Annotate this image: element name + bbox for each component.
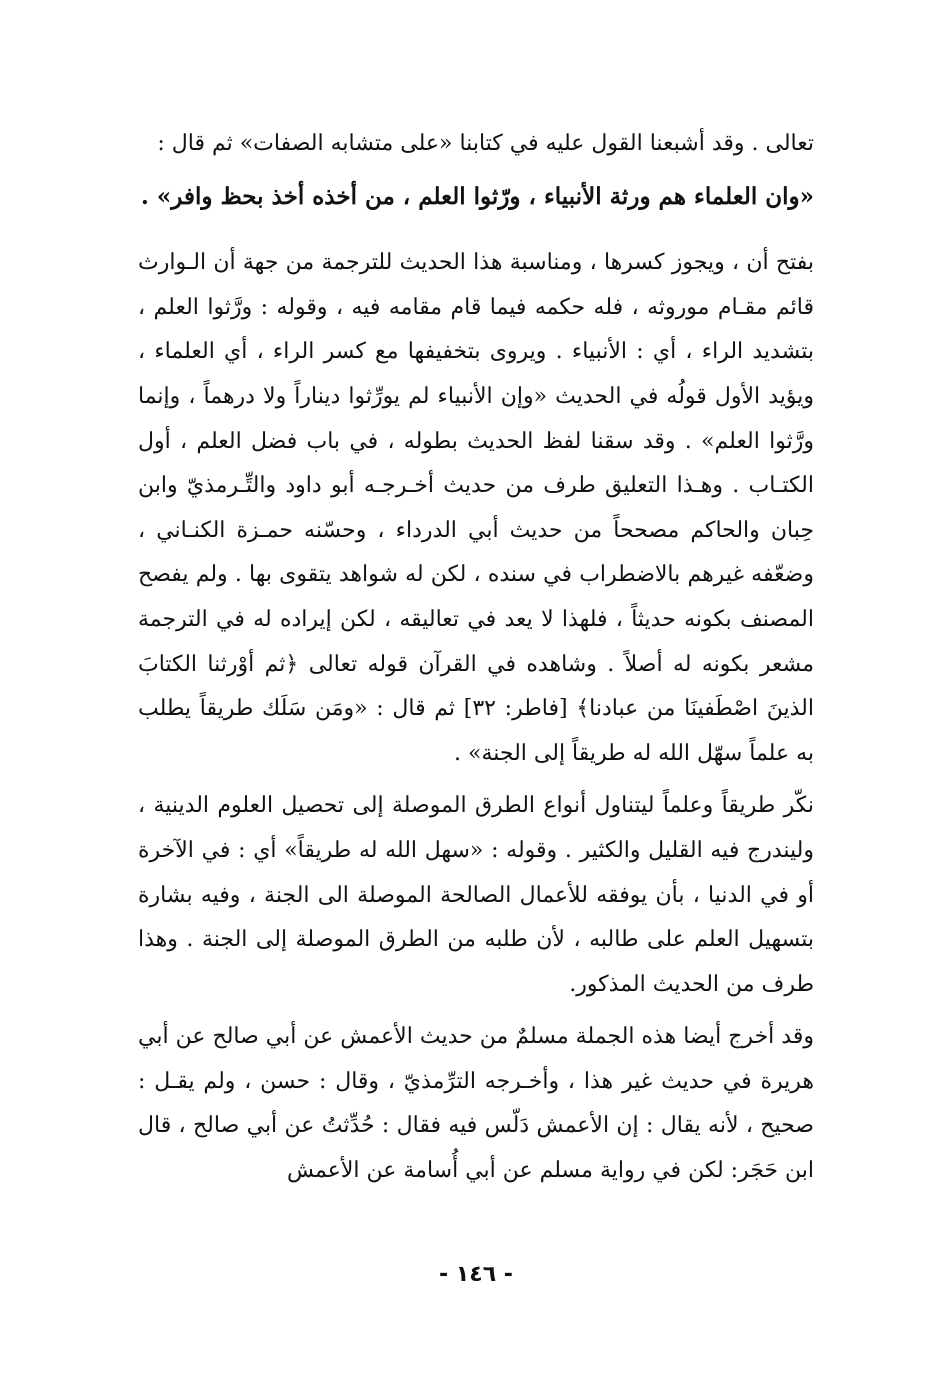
spacer (138, 167, 814, 175)
paragraph-explanation: نكّر طريقاً وعلماً ليتناول أنواع الطرق الموصلة إلى تحصيل العلوم الدينية ، وليندرج فيه القليل والكثير . وقوله : «سهل الله له طريقاً» أي : في الآخرة أو في الدنيا ، بأن يوفقه للأعمال الصالحة الموصلة الى الجنة ، وفيه بشارة بتسهيل العلم على طالبه ، لأن طلبه من الطرق الموصلة إلى الجنة . وهذا طرف من الحديث المذكور. (138, 793, 814, 997)
page-body (138, 122, 814, 1194)
paragraph-intro: تعالى . وقد أشبعنا القول عليه في كتابنا «على متشابه الصفات» ثم قال : (157, 131, 814, 156)
spacer (138, 1007, 814, 1015)
paragraph-narration: وقد أخرج أيضا هذه الجملة مسلمٌ من حديث الأعمش عن أبي صالح عن أبي هريرة في حديث غير هذا ، وأخـرجه الترِّمذيّ ، وقال : حسن ، ولم يقـل : صحيح ، لأنه يقال : إن الأعمش دَلّس فيه فقال : حُدِّثتُ عن أبي صالح ، قال ابن حَجَر: لكن في رواية مسلم عن أبي أُسامة عن الأعمش (138, 1024, 814, 1184)
spacer (138, 219, 814, 241)
paragraph-hadith-quote: «وان العلماء هم ورثة الأنبياء ، ورّثوا العلم ، من أخذه أخذ بحظ وافر» . (140, 182, 814, 210)
spacer (138, 776, 814, 784)
page-number: - ١٤٦ - (439, 1262, 513, 1287)
paragraph-commentary: بفتح أن ، ويجوز كسرها ، ومناسبة هذا الحديث للترجمة من جهة أن الـوارث قائم مقـام موروثه ، فله حكمه فيما قام مقامه فيه ، وقوله : ورَّثوا العلم ، بتشديد الراء ، أي : الأنبياء . ويروى بتخفيفها مع كسر الراء ، أي العلماء ، ويؤيد الأول قولُه في الحديث «وإن الأنبياء لم يورِّثوا ديناراً ولا درهماً ، وإنما ورَّثوا العلم» . وقد سقنا لفظ الحديث بطوله ، في باب فضل العلم ، أول الكتـاب . وهـذا التعليق طرف من حديث أخـرجـه أبو داود والتِّـرمذيّ وابن حِبان والحاكم مصححاً من حديث أبي الدرداء ، وحسّنه حمـزة الكنـاني ، وضعّفه غيرهم بالاضطراب في سنده ، لكن له شواهد يتقوى بها . ولم يفصح المصنف بكونه حديثاً ، فلهذا لا يعد في تعاليقه ، لكن إيراده له في الترجمة مشعر بكونه له أصلاً . وشاهده في القرآن قوله تعالى ﴿ثم أوْرثنا الكتابَ الذينَ اصْطَفينَا من عبادنا﴾ [فاطر: ٣٢] ثم قال : «ومَن سَلَك طريقاً يطلب به علماً سهّل الله له طريقاً إلى الجنة» . (138, 250, 814, 766)
